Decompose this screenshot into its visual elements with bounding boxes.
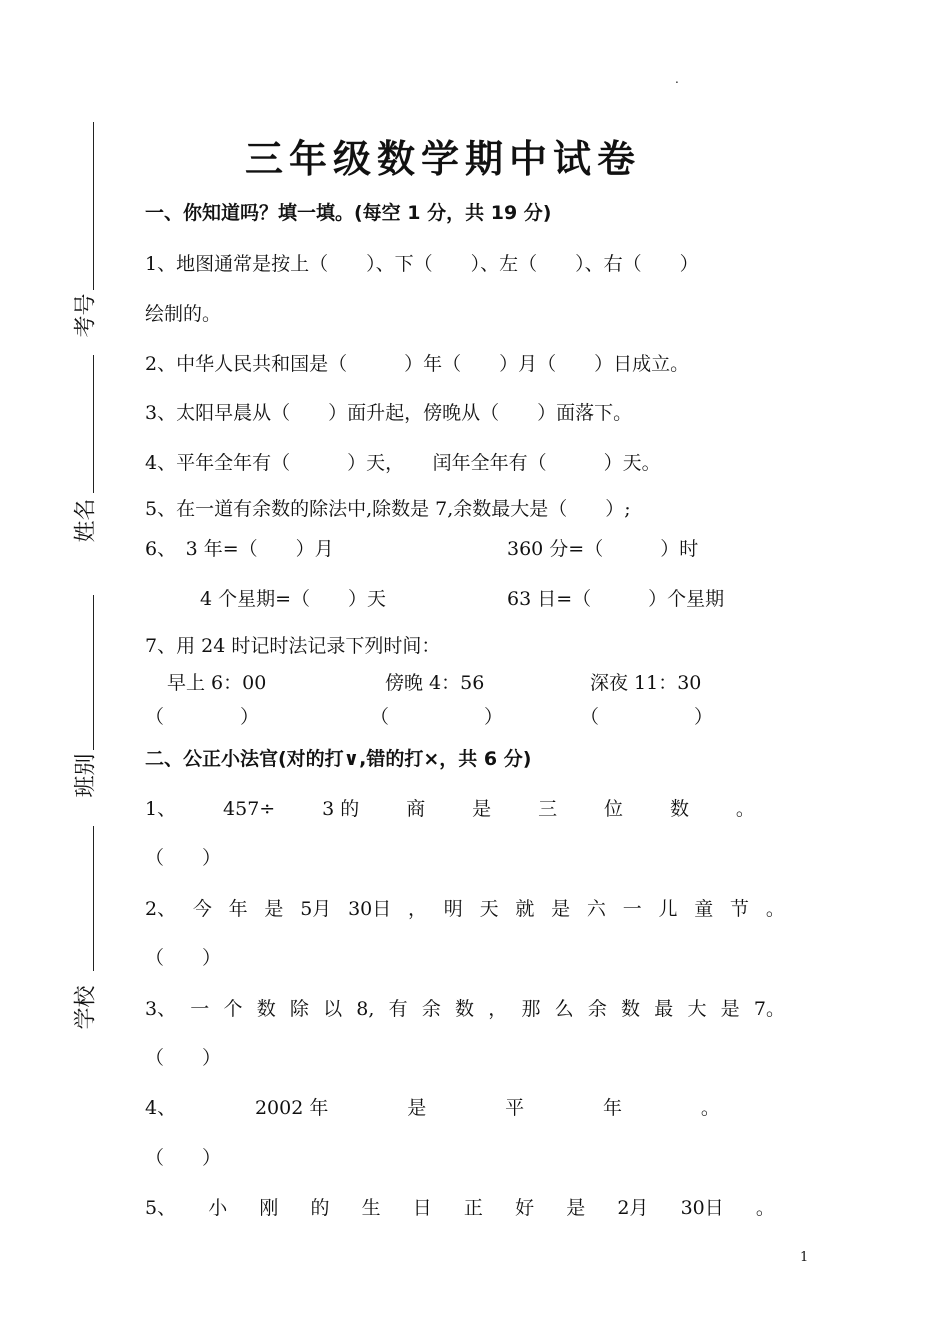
question-7-time-3: 深夜 11：30 <box>590 672 702 694</box>
token: 那 <box>521 998 541 1020</box>
token: 平 <box>505 1097 525 1119</box>
token: 刚 <box>259 1197 279 1219</box>
question-3: 3、太阳早晨从（ ）面升起，傍晚从（ ）面落下。 <box>145 402 633 424</box>
token: 儿 <box>658 898 678 920</box>
token: 生 <box>361 1197 381 1219</box>
question-1b: 绘制的。 <box>145 303 222 325</box>
binding-rule <box>93 595 94 750</box>
token: 今 <box>192 898 212 920</box>
token: 年 <box>228 898 248 920</box>
token: 六 <box>586 898 606 920</box>
token: ， <box>488 998 508 1020</box>
token: 小 <box>208 1197 228 1219</box>
token: 是 <box>472 798 492 820</box>
token: 最 <box>654 998 674 1020</box>
token: 以 <box>323 998 343 1020</box>
token: ， <box>408 898 428 920</box>
token: 8, <box>356 998 375 1020</box>
question-7-answer-1: （ ） <box>145 706 260 728</box>
token: 。 <box>700 1097 720 1119</box>
question-1a: 1、地图通常是按上（ ）、下（ ）、左（ ）、右（ ） <box>145 253 699 275</box>
token: 明 <box>443 898 463 920</box>
token: 三 <box>538 798 558 820</box>
token: 正 <box>463 1197 483 1219</box>
section2-heading: 二、公正小法官(对的打∨,错的打×，共 6 分) <box>145 748 532 770</box>
token: 是 <box>551 898 571 920</box>
token: 数 <box>455 998 475 1020</box>
judge-answer-box-2: （ ） <box>145 947 222 969</box>
token: 童 <box>694 898 714 920</box>
side-label-kaohao: 考号 <box>73 293 99 338</box>
token: 位 <box>604 798 624 820</box>
page-number: 1 <box>800 1250 809 1265</box>
token: 5月 <box>300 898 332 920</box>
binding-rule <box>93 826 94 971</box>
token: 7。 <box>753 998 785 1020</box>
token: 一 <box>622 898 642 920</box>
judge-question-4 <box>145 1099 720 1118</box>
side-label-xingming: 姓名 <box>73 498 99 543</box>
token: 是 <box>264 898 284 920</box>
token: 5、 <box>145 1197 177 1219</box>
token: 3、 <box>145 998 177 1020</box>
token: 数 <box>669 798 689 820</box>
question-6c: 4 个星期=（ ）天 <box>200 588 387 610</box>
token: 数 <box>621 998 641 1020</box>
token: 是 <box>720 998 740 1020</box>
section1-heading: 一、你知道吗？填一填。(每空 1 分，共 19 分) <box>145 202 552 224</box>
token: 457÷ <box>223 798 276 820</box>
question-5: 5、在一道有余数的除法中,除数是 7,余数最大是（ ）; <box>145 498 631 520</box>
token: 就 <box>515 898 535 920</box>
token: 1、 <box>145 798 177 820</box>
question-7-time-2: 傍晚 4：56 <box>385 672 485 694</box>
token: 30日 <box>680 1197 724 1219</box>
token: 的 <box>310 1197 330 1219</box>
question-6d: 63 日=（ ）个星期 <box>507 588 725 610</box>
token: 商 <box>406 798 426 820</box>
token: 是 <box>407 1097 427 1119</box>
side-label-xuexiao: 学校 <box>73 985 99 1030</box>
judge-answer-box-3: （ ） <box>145 1047 222 1069</box>
side-label-banbie: 班别 <box>73 753 99 798</box>
token: 。 <box>755 1197 775 1219</box>
token: 是 <box>566 1197 586 1219</box>
token: 。 <box>765 898 785 920</box>
token: 节 <box>730 898 750 920</box>
question-7-time-1: 早上 6：00 <box>167 672 267 694</box>
question-7: 7、用 24 时记时法记录下列时间： <box>145 635 441 657</box>
token: 天 <box>479 898 499 920</box>
judge-answer-box-1: （ ） <box>145 847 222 869</box>
token: 除 <box>289 998 309 1020</box>
token: 么 <box>554 998 574 1020</box>
header-mark: . <box>675 72 679 86</box>
judge-answer-box-4: （ ） <box>145 1147 222 1169</box>
token: 一 <box>190 998 210 1020</box>
token: 余 <box>587 998 607 1020</box>
token: 年 <box>603 1097 623 1119</box>
question-7-answer-2: （ ） <box>370 706 504 728</box>
token: 数 <box>256 998 276 1020</box>
token: 30日 <box>348 898 392 920</box>
token: 。 <box>735 798 755 820</box>
judge-question-5 <box>145 1199 775 1218</box>
token: 2月 <box>617 1197 649 1219</box>
judge-question-3 <box>145 1000 785 1019</box>
binding-rule <box>93 122 94 290</box>
question-6b: 360 分=（ ）时 <box>507 538 699 560</box>
binding-rule <box>93 355 94 493</box>
judge-question-1 <box>145 800 755 819</box>
token: 余 <box>421 998 441 1020</box>
token: 大 <box>687 998 707 1020</box>
question-6a: 6、 3 年=（ ）月 <box>145 538 334 560</box>
token: 2002 年 <box>254 1097 329 1119</box>
judge-question-2 <box>145 900 785 919</box>
token: 日 <box>412 1197 432 1219</box>
token: 2、 <box>145 898 177 920</box>
token: 个 <box>223 998 243 1020</box>
token: 4、 <box>145 1097 177 1119</box>
question-4: 4、平年全年有（ ）天， 闰年全年有（ ）天。 <box>145 452 661 474</box>
token: 好 <box>515 1197 535 1219</box>
token: 3 的 <box>322 798 360 820</box>
question-2: 2、中华人民共和国是（ ）年（ ）月（ ）日成立。 <box>145 353 690 375</box>
question-7-answer-3: （ ） <box>580 706 714 728</box>
token: 有 <box>388 998 408 1020</box>
page-title: 三年级数学期中试卷 <box>245 136 642 181</box>
